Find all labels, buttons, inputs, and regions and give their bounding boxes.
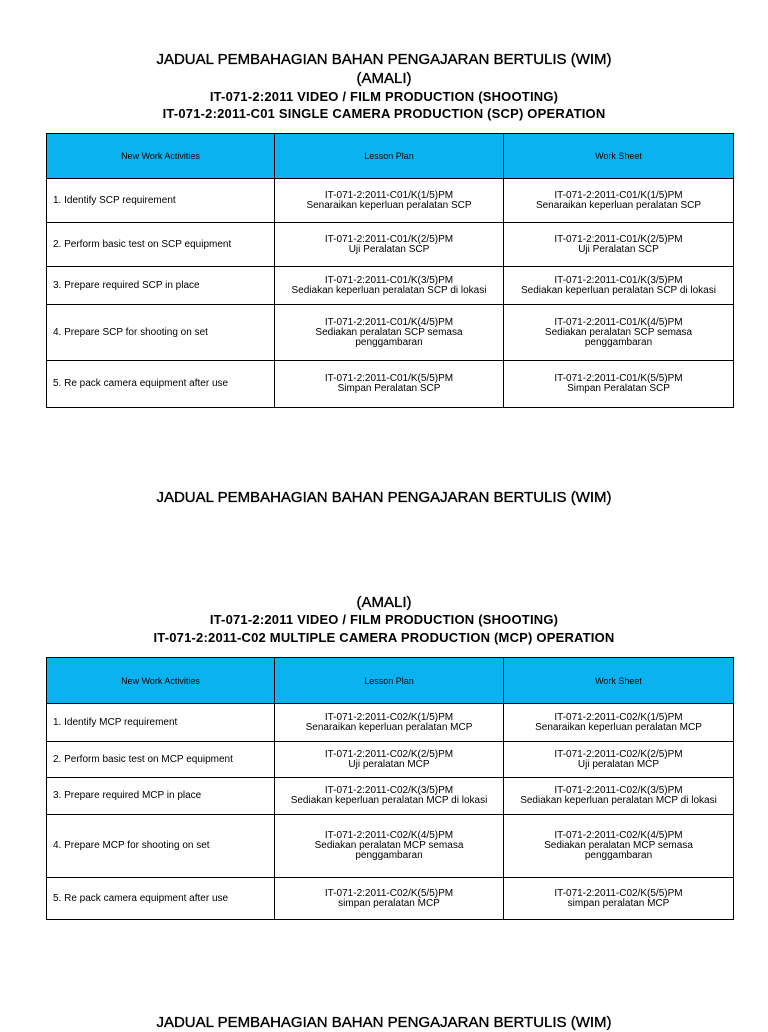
lesson-plan-cell (275, 742, 504, 778)
activity-cell: 3. Prepare required MCP in place (47, 778, 275, 815)
work-sheet-cell (504, 305, 734, 361)
work-sheet-description: Sediakan peralatan MCP semasa (544, 840, 693, 851)
table-row (47, 815, 734, 878)
section2-unit: IT-071-2:2011-C02 MULTIPLE CAMERA PRODUCTION (MCP) OPERATION (153, 630, 615, 645)
lesson-plan-code: IT-071-2:2011-C02/K(3/5)PM (324, 785, 454, 796)
work-sheet-code: IT-071-2:2011-C02/K(1/5)PM (554, 711, 683, 723)
section2-title: JADUAL PEMBAHAGIAN BAHAN PENGAJARAN BERTULIS (WIM) (156, 489, 612, 506)
lesson-plan-code: IT-071-2:2011-C01/K(5/5)PM (324, 373, 454, 384)
lesson-plan-code: IT-071-2:2011-C02/K(1/5)PM (324, 711, 454, 723)
lesson-plan-description: Uji peralatan MCP (348, 758, 430, 770)
lesson-plan-cell (275, 223, 504, 267)
lesson-plan-description: Senaraikan keperluan peralatan MCP (305, 721, 473, 733)
work-sheet-description: Sediakan keperluan peralatan MCP di lokasi (520, 795, 717, 806)
lesson-plan-code: IT-071-2:2011-C01/K(4/5)PM (324, 316, 454, 328)
work-sheet-cell (504, 267, 734, 305)
lesson-plan-description: penggambaran (355, 850, 423, 861)
lesson-plan-description: simpan peralatan MCP (338, 897, 440, 909)
work-sheet-cell (504, 878, 734, 920)
work-sheet-code: IT-071-2:2011-C01/K(1/5)PM (554, 189, 683, 201)
lesson-plan-cell (275, 267, 504, 305)
lesson-plan-code: IT-071-2:2011-C02/K(5/5)PM (324, 887, 454, 899)
table-header-row (47, 658, 734, 704)
work-sheet-description: simpan peralatan MCP (567, 897, 670, 909)
work-sheet-code: IT-071-2:2011-C01/K(3/5)PM (554, 274, 683, 286)
section2-tbody (47, 658, 734, 920)
work-sheet-description: Uji peralatan MCP (577, 758, 660, 770)
lesson-plan-description: Uji Peralatan SCP (348, 243, 430, 255)
work-sheet-code: IT-071-2:2011-C02/K(5/5)PM (554, 887, 683, 899)
work-sheet-cell (504, 223, 734, 267)
lesson-plan-description: Sediakan peralatan SCP semasa (315, 326, 463, 338)
section3-title: JADUAL PEMBAHAGIAN BAHAN PENGAJARAN BERTULIS (WIM) (156, 1014, 612, 1031)
section2-amali: (AMALI) (356, 594, 412, 611)
work-sheet-code: IT-071-2:2011-C02/K(4/5)PM (554, 830, 683, 841)
section1-course: IT-071-2:2011 VIDEO / FILM PRODUCTION (SHOOTING) (209, 89, 559, 104)
lesson-plan-code: IT-071-2:2011-C01/K(3/5)PM (324, 274, 454, 286)
lesson-plan-code: IT-071-2:2011-C02/K(2/5)PM (324, 748, 454, 760)
header-new-work-activities: New Work Activities (47, 658, 275, 704)
work-sheet-description: Sediakan keperluan peralatan SCP di lokasi (521, 284, 716, 296)
lesson-plan-cell (275, 361, 504, 408)
work-sheet-cell (504, 778, 734, 815)
table-header-row (47, 134, 734, 179)
activity-cell: 4. Prepare MCP for shooting on set (47, 815, 275, 878)
work-sheet-code: IT-071-2:2011-C02/K(2/5)PM (554, 748, 683, 760)
section1-unit: IT-071-2:2011-C01 SINGLE CAMERA PRODUCTION (SCP) OPERATION (162, 106, 606, 121)
activity-cell: 3. Prepare required SCP in place (47, 267, 275, 305)
table-row (47, 778, 734, 815)
work-sheet-description: penggambaran (584, 850, 653, 861)
table-row (47, 305, 734, 361)
table-row (47, 223, 734, 267)
header-lesson-plan: Lesson Plan (275, 658, 504, 704)
work-sheet-cell (504, 742, 734, 778)
work-sheet-code: IT-071-2:2011-C02/K(3/5)PM (554, 785, 683, 796)
work-sheet-description: penggambaran (584, 336, 653, 348)
lesson-plan-cell (275, 778, 504, 815)
lesson-plan-code: IT-071-2:2011-C01/K(2/5)PM (324, 233, 454, 245)
work-sheet-description: Sediakan peralatan SCP semasa (544, 326, 693, 338)
table-row (47, 179, 734, 223)
table-row (47, 361, 734, 408)
lesson-plan-code: IT-071-2:2011-C02/K(4/5)PM (324, 830, 454, 841)
activity-cell: 5. Re pack camera equipment after use (47, 878, 275, 920)
work-sheet-description: Senaraikan keperluan peralatan SCP (535, 199, 702, 211)
lesson-plan-description: Sediakan keperluan peralatan MCP di lokasi (290, 795, 488, 806)
activity-cell: 1. Identify SCP requirement (47, 179, 275, 223)
section1-table (46, 133, 734, 408)
work-sheet-description: Senaraikan keperluan peralatan MCP (535, 721, 702, 733)
work-sheet-description: Simpan Peralatan SCP (567, 383, 670, 394)
work-sheet-code: IT-071-2:2011-C01/K(5/5)PM (554, 373, 683, 384)
work-sheet-cell (504, 815, 734, 878)
activity-cell: 1. Identify MCP requirement (47, 704, 275, 742)
lesson-plan-description: Senaraikan keperluan peralatan SCP (306, 199, 472, 211)
table-row (47, 742, 734, 778)
lesson-plan-code: IT-071-2:2011-C01/K(1/5)PM (324, 189, 454, 201)
work-sheet-cell (504, 179, 734, 223)
lesson-plan-description: penggambaran (355, 336, 423, 348)
lesson-plan-description: Simpan Peralatan SCP (337, 383, 441, 394)
work-sheet-description: Uji Peralatan SCP (578, 243, 659, 255)
lesson-plan-cell (275, 704, 504, 742)
lesson-plan-cell (275, 878, 504, 920)
header-new-work-activities: New Work Activities (47, 134, 275, 179)
activity-cell: 4. Prepare SCP for shooting on set (47, 305, 275, 361)
section1-tbody (47, 134, 734, 408)
table-row (47, 267, 734, 305)
work-sheet-code: IT-071-2:2011-C01/K(2/5)PM (554, 233, 683, 245)
lesson-plan-cell (275, 305, 504, 361)
header-work-sheet: Work Sheet (504, 134, 734, 179)
activity-cell: 2. Perform basic test on SCP equipment (47, 223, 275, 267)
header-lesson-plan: Lesson Plan (275, 134, 504, 179)
work-sheet-cell (504, 704, 734, 742)
lesson-plan-cell (275, 815, 504, 878)
header-work-sheet: Work Sheet (504, 658, 734, 704)
section1-amali: (AMALI) (356, 70, 412, 87)
table-row (47, 878, 734, 920)
activity-cell: 5. Re pack camera equipment after use (47, 361, 275, 408)
lesson-plan-description: Sediakan keperluan peralatan SCP di lokasi (291, 284, 487, 296)
section2-course: IT-071-2:2011 VIDEO / FILM PRODUCTION (SHOOTING) (209, 612, 559, 627)
activity-cell: 2. Perform basic test on MCP equipment (47, 742, 275, 778)
section2-table (46, 657, 734, 920)
table-row (47, 704, 734, 742)
lesson-plan-cell (275, 179, 504, 223)
work-sheet-code: IT-071-2:2011-C01/K(4/5)PM (554, 316, 683, 328)
work-sheet-cell (504, 361, 734, 408)
section1-title: JADUAL PEMBAHAGIAN BAHAN PENGAJARAN BERTULIS (WIM) (156, 51, 612, 68)
lesson-plan-description: Sediakan peralatan MCP semasa (314, 840, 464, 851)
